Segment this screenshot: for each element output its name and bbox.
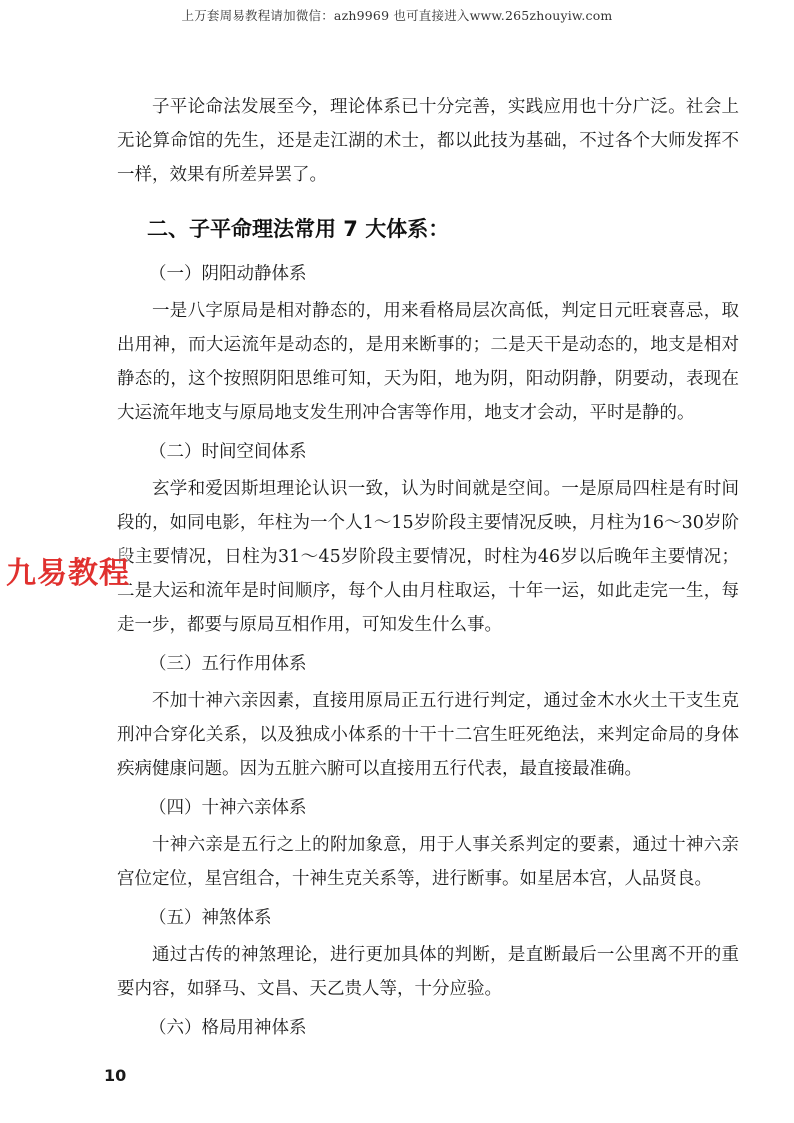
subsection-title: （三）五行作用体系	[149, 654, 307, 674]
subsection-paragraph: 一是八字原局是相对静态的，用来看格局层次高低，判定日元旺衰喜忌，取出用神，而大运流年是动态的，是用来断事的；二是天干是动态的，地支是相对静态的，这个按照阴阳思维可知，天为阳，地为阴，阳动阴静，阴要动，表现在大运流年地支与原局地支发生刑冲合害等作用，地支才会动，平时是静的。	[117, 301, 739, 423]
subsection-title: （五）神煞体系	[149, 908, 272, 928]
subsection-paragraph: 十神六亲是五行之上的附加象意，用于人事关系判定的要素，通过十神六亲宫位定位，星宫组合，十神生克关系等，进行断事。如星居本宫，人品贤良。	[117, 835, 739, 889]
subsection-title: （一）阴阳动静体系	[149, 264, 307, 284]
section-title: 二、子平命理法常用 7 大体系：	[147, 217, 450, 241]
header-banner: 上万套周易教程请加微信：azh9969 也可直接进入www.265zhouyiw.com	[181, 8, 613, 23]
subsection-title: （六）格局用神体系	[149, 1018, 307, 1038]
page-number: 10	[104, 1066, 127, 1085]
systems-list	[117, 258, 739, 1044]
subsection-paragraph: 不加十神六亲因素，直接用原局正五行进行判定，通过金木水火土干支生克刑冲合穿化关系，以及独成小体系的十干十二宫生旺死绝法，来判定命局的身体疾病健康问题。因为五脏六腑可以直接用五行代表，最直接最准确。	[117, 691, 739, 779]
page-content	[117, 90, 739, 1048]
subsection-title: （四）十神六亲体系	[149, 798, 307, 818]
subsection-paragraph: 玄学和爱因斯坦理论认识一致，认为时间就是空间。一是原局四柱是有时间段的，如同电影，年柱为一个人1～15岁阶段主要情况反映，月柱为16～30岁阶段主要情况，日柱为31～45岁阶段主要情况，时柱为46岁以后晚年主要情况；二是大运和流年是时间顺序，每个人由月柱取运，十年一运，如此走完一生，每走一步，都要与原局互相作用，可知发生什么事。	[117, 479, 739, 635]
intro-paragraph: 子平论命法发展至今，理论体系已十分完善，实践应用也十分广泛。社会上无论算命馆的先生，还是走江湖的术士，都以此技为基础，不过各个大师发挥不一样，效果有所差异罢了。	[117, 97, 739, 185]
subsection-title: （二）时间空间体系	[149, 442, 307, 462]
subsection-paragraph: 通过古传的神煞理论，进行更加具体的判断，是直断最后一公里离不开的重要内容，如驿马、文昌、天乙贵人等，十分应验。	[117, 945, 739, 999]
watermark-logo: 九易教程	[6, 548, 130, 592]
